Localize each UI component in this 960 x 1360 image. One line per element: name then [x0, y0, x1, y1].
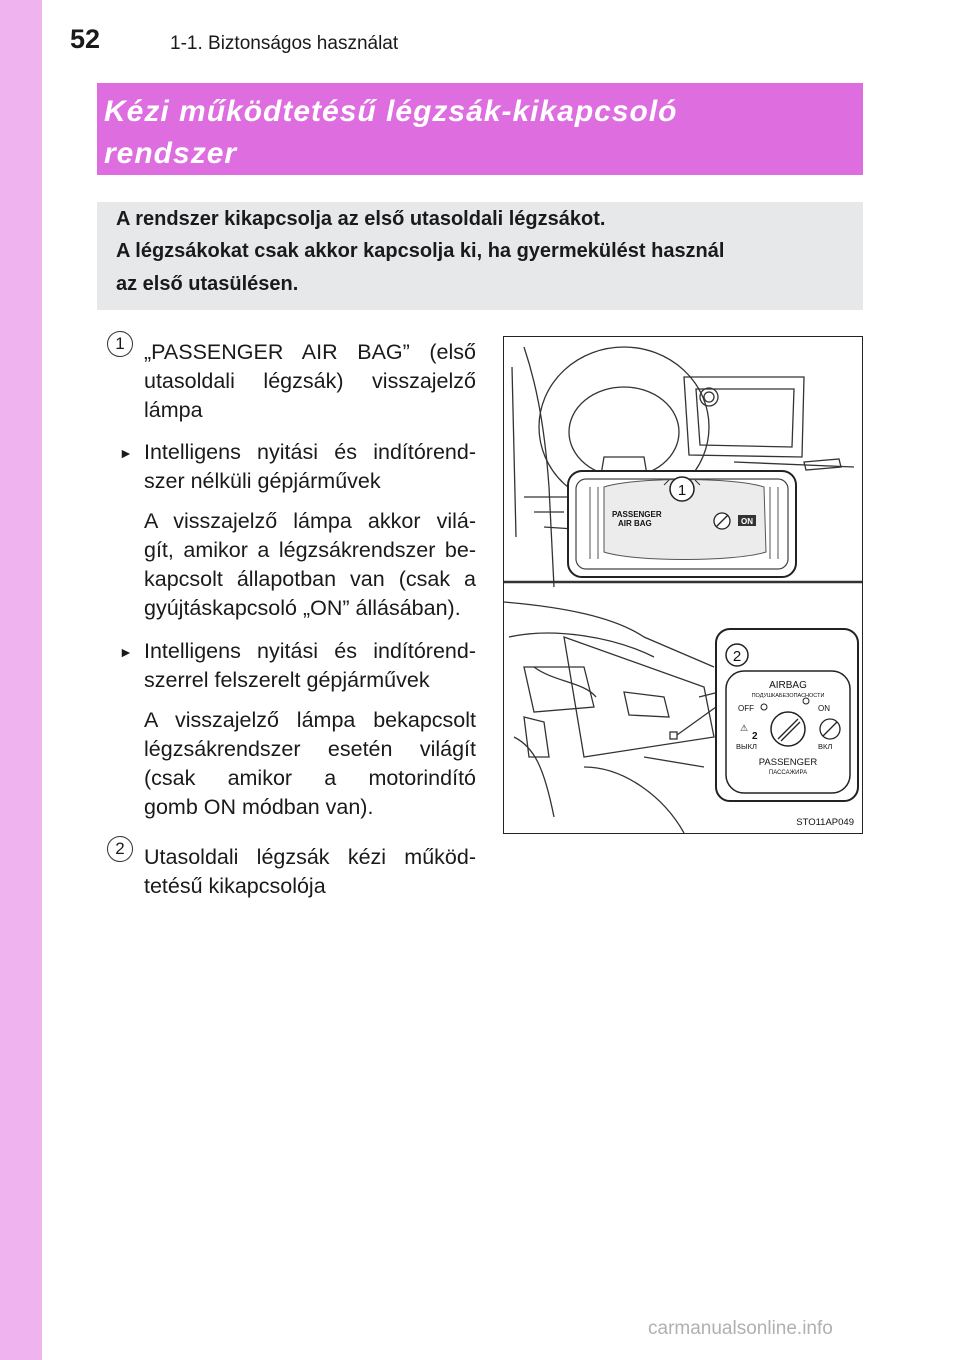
switch-title: AIRBAG [769, 680, 807, 691]
item-1-line-3: lámpa [144, 398, 203, 422]
subitem-1-body-3: kapcsolt állapotban van (csak a [144, 567, 476, 591]
page-title [104, 91, 844, 175]
subitem-1-body-4: gyújtáskapcsoló „ON” állásában). [144, 596, 461, 620]
indicator-inset [568, 471, 796, 577]
subitem-2-body-4: gomb ON módban van). [144, 795, 374, 819]
child-seat-icon: ⚠ [740, 724, 749, 734]
item-2-line-2: tetésű kikapcsolója [144, 874, 326, 898]
switch-inset [716, 629, 858, 801]
switch-off-ru: ВЫКЛ [736, 742, 757, 751]
subitem-2-body-1: A visszajelző lámpa bekapcsolt [144, 708, 476, 732]
title-line-1: Kézi működtetésű légzsák-kikapcsoló [104, 95, 678, 128]
switch-on-ru: ВКЛ [818, 742, 833, 751]
subitem-1-heading-2: szer nélküli gépjárművek [144, 469, 381, 493]
subitem-2-body-3: (csak amikor a motorindító [144, 766, 476, 790]
item-1-line-2: utasoldali légzsák) visszajelző [144, 369, 476, 393]
watermark: carmanualsonline.info [648, 1318, 833, 1339]
panel-label-airbag: AIR BAG [618, 519, 652, 528]
dashboard-drawing [504, 337, 862, 833]
switch-on-label: ON [818, 704, 830, 713]
side-strip [0, 0, 42, 1360]
subitem-2-heading-1: Intelligens nyitási és indítórend- [144, 639, 476, 663]
section-header: 1-1. Biztonságos használat [170, 33, 399, 54]
arrow-icon: ► [119, 445, 133, 461]
subitem-1-body-2: gít, amikor a légzsákrendszer be- [144, 538, 476, 562]
item-number-2: 2 [107, 836, 133, 862]
page-number: 52 [70, 24, 101, 54]
subitem-1-heading-1: Intelligens nyitási és indítórend- [144, 440, 476, 464]
item-number-1: 1 [107, 331, 133, 357]
intro-line-2: A légzsákokat csak akkor kapcsolja ki, ha gyermekülést használ [116, 240, 725, 262]
switch-passenger-ru: ПАССАЖИРА [768, 770, 808, 776]
switch-title-ru: ПОДУШКАБЕЗОПАСНОСТИ [751, 693, 825, 699]
callout-2: 2 [732, 648, 742, 665]
item-2-line-1: Utasoldali légzsák kézi működ- [144, 845, 476, 869]
figure-code: STO11AP049 [796, 817, 854, 828]
intro-line-1: A rendszer kikapcsolja az első utasoldali légzsákot. [116, 208, 606, 230]
subitem-2-body-2: légzsákrendszer esetén világít [144, 737, 476, 761]
panel-label-passenger: PASSENGER [612, 510, 662, 519]
callout-1: 1 [677, 482, 687, 499]
title-line-2: rendszer [104, 137, 238, 170]
arrow-icon: ► [119, 644, 133, 660]
subitem-2-heading-2: szerrel felszerelt gépjárművek [144, 668, 430, 692]
subitem-1-body-1: A visszajelző lámpa akkor vilá- [144, 509, 476, 533]
switch-off-label: OFF [738, 704, 754, 713]
switch-passenger: PASSENGER [758, 757, 818, 768]
dashboard-illustration [503, 336, 863, 834]
switch-small-number: 2 [752, 731, 758, 742]
intro-line-3: az első utasülésen. [116, 273, 299, 295]
panel-on-label: ON [741, 517, 753, 526]
item-1-line-1: „PASSENGER AIR BAG” (első [144, 340, 476, 364]
